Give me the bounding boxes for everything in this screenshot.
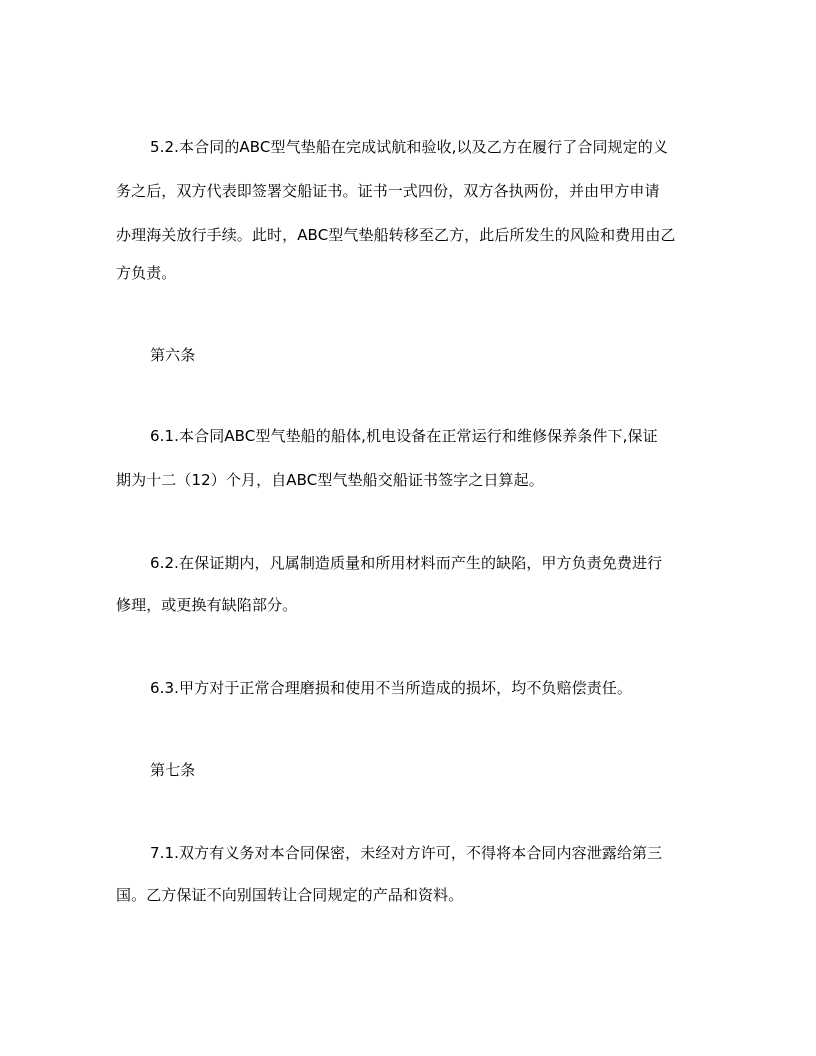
paragraph-line: 期为十二（12）个月，自ABC型气垫船交船证书签字之日算起。 [116,471,544,489]
article-title: 第七条 [150,761,196,779]
paragraph-line: 5.2.本合同的ABC型气垫船在完成试航和验收,以及乙方在履行了合同规定的义 [150,138,668,156]
paragraph-line: 国。乙方保证不向别国转让合同规定的产品和资料。 [116,886,464,904]
paragraph-line: 7.1.双方有义务对本合同保密，未经对方许可，不得将本合同内容泄露给第三 [150,844,663,862]
paragraph-line: 6.1.本合同ABC型气垫船的船体,机电设备在正常运行和维修保养条件下,保证 [150,427,658,445]
article-title: 第六条 [150,346,196,364]
paragraph-line: 6.2.在保证期内，凡属制造质量和所用材料而产生的缺陷，甲方负责免费进行 [150,554,663,572]
paragraph-line: 务之后，双方代表即签署交船证书。证书一式四份，双方各执两份，并由甲方申请 [116,182,660,200]
paragraph-line: 修理，或更换有缺陷部分。 [116,596,298,614]
paragraph-line: 6.3.甲方对于正常合理磨损和使用不当所造成的损坏，均不负赔偿责任。 [150,679,633,697]
paragraph-line: 方负责。 [116,264,177,282]
paragraph-line: 办理海关放行手续。此时，ABC型气垫船转移至乙方，此后所发生的风险和费用由乙 [116,226,676,244]
